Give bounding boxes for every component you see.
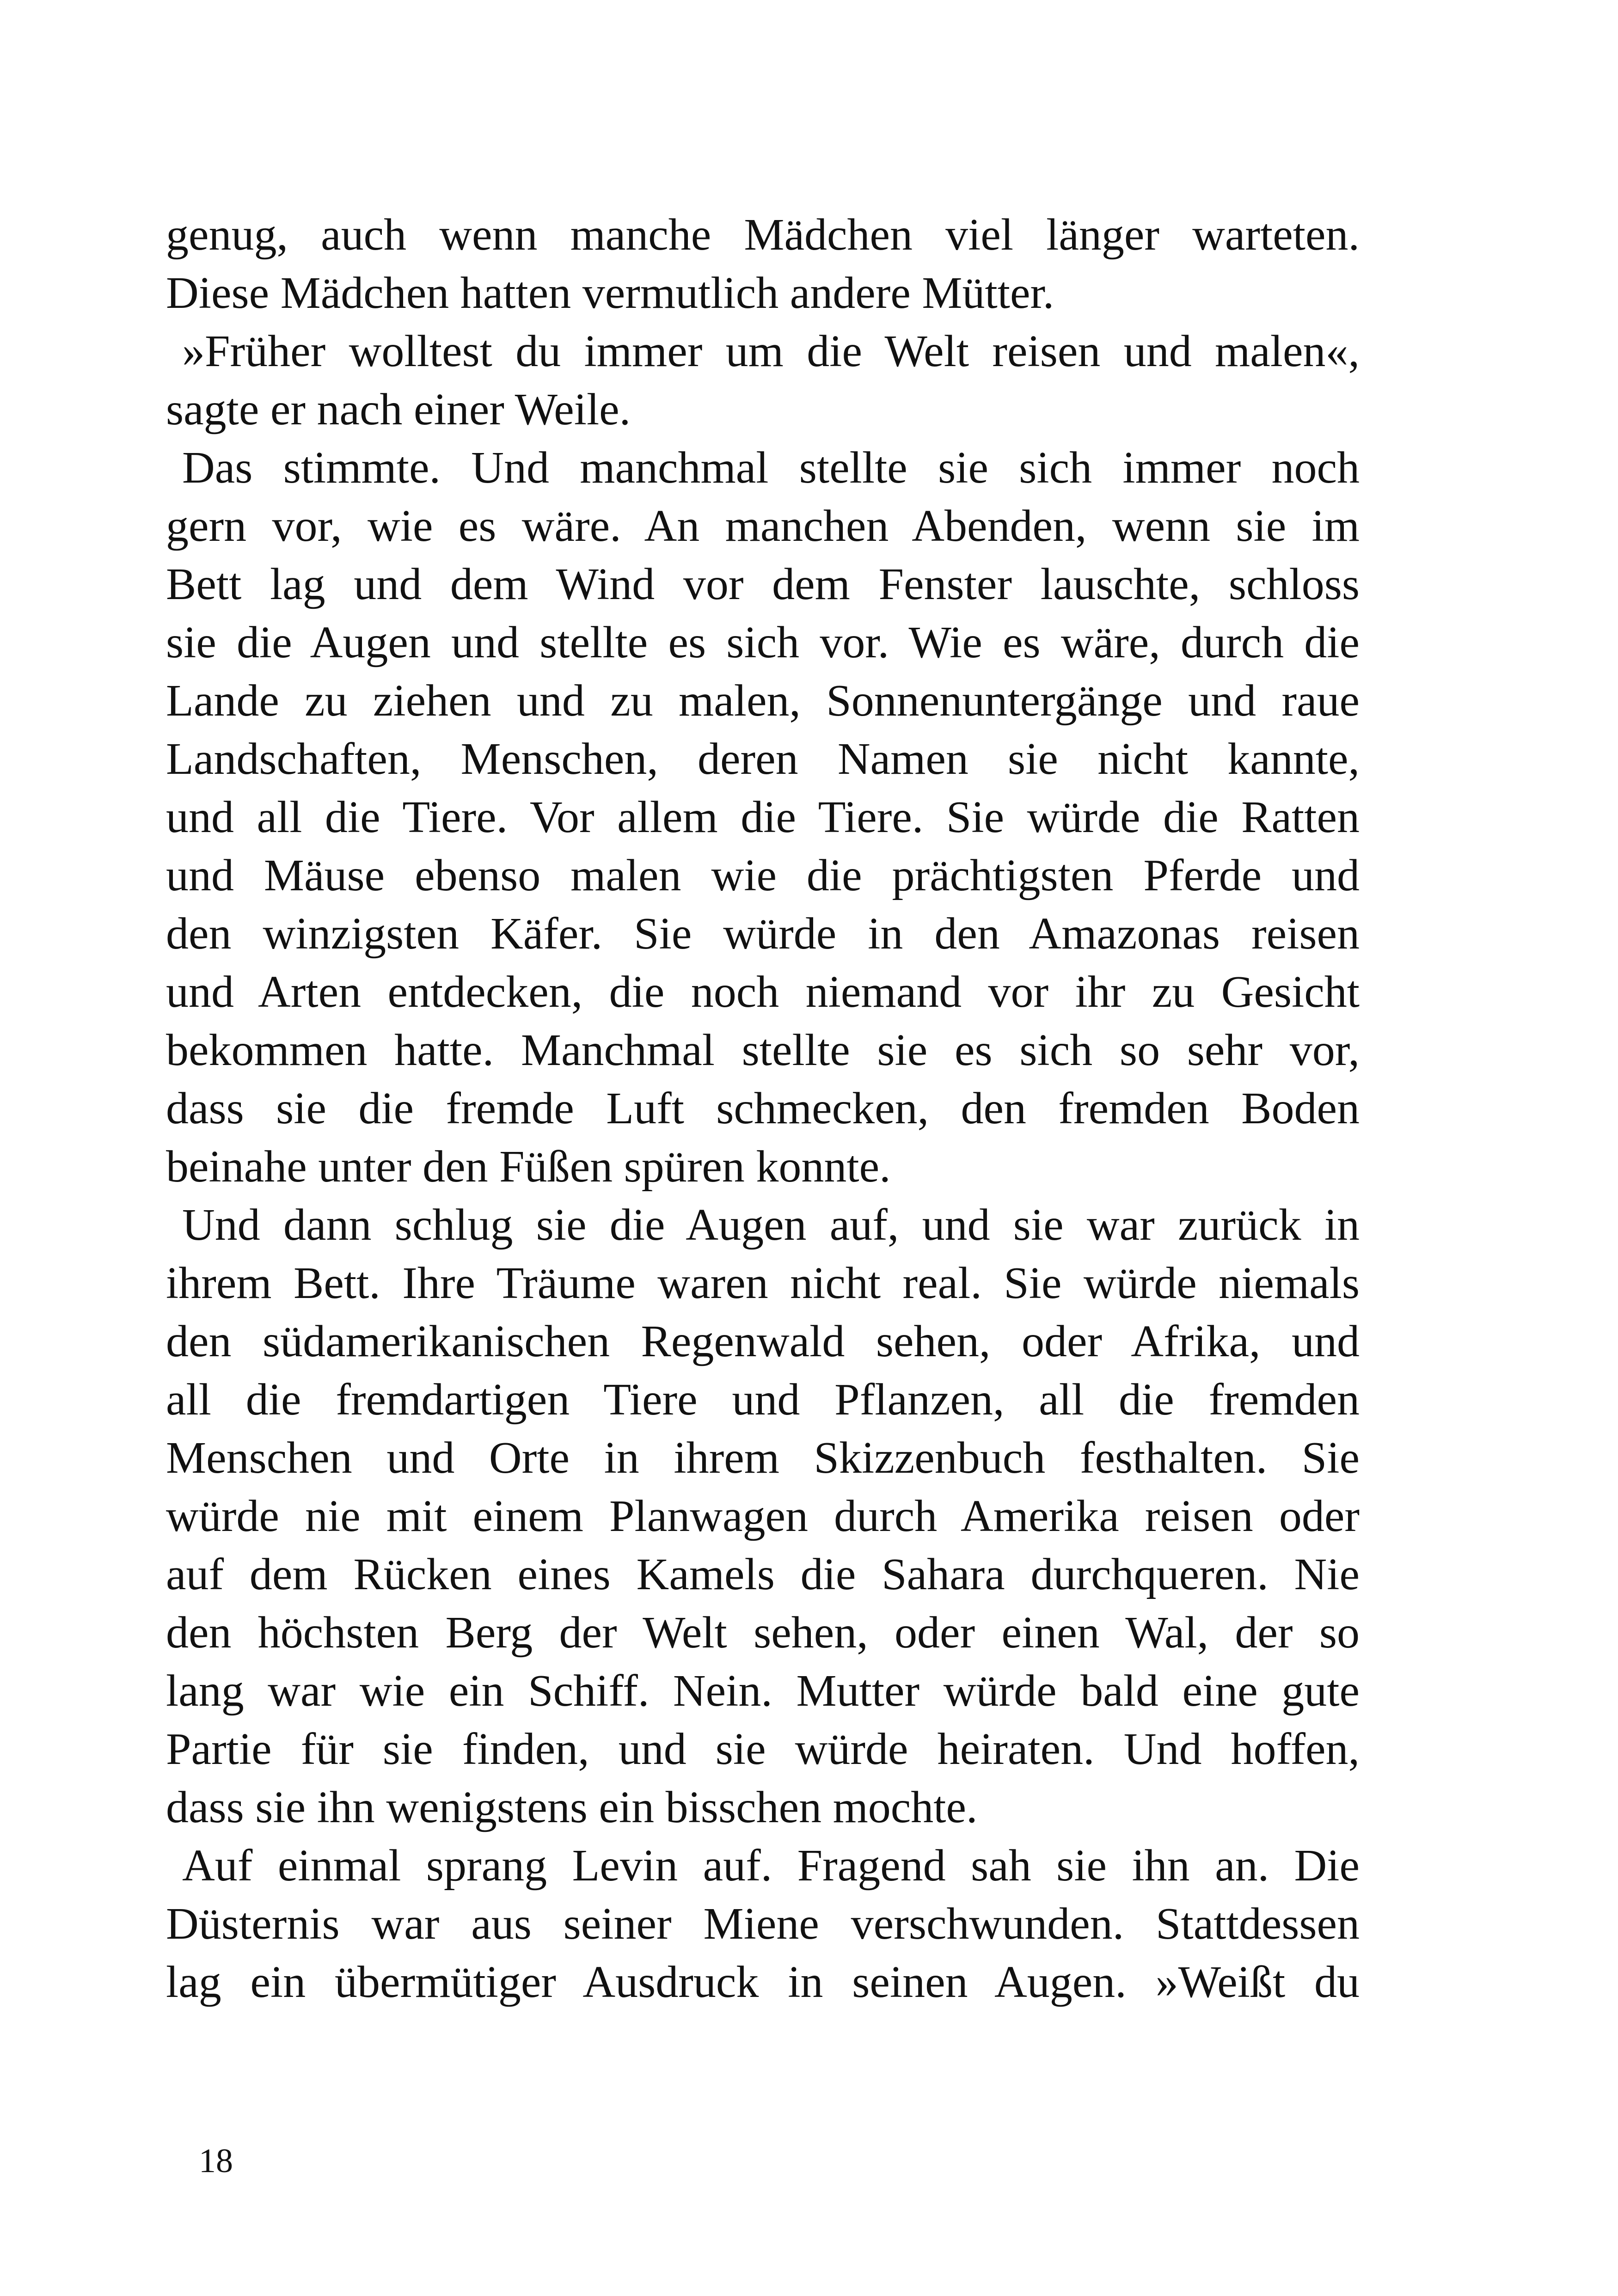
text-line: würde nie mit einem Planwagen durch Amerika reisen oder: [166, 1491, 1360, 1541]
text-line: Und dann schlug sie die Augen auf, und sie war zurück in: [182, 1200, 1360, 1250]
text-line: dass sie die fremde Luft schmecken, den fremden Boden: [166, 1084, 1360, 1133]
text-line: Auf einmal sprang Levin auf. Fragend sah sie ihn an. Die: [182, 1841, 1360, 1891]
text-line: sagte er nach einer Weile.: [166, 385, 631, 435]
text-line: dass sie ihn wenigstens ein bisschen mochte.: [166, 1782, 978, 1832]
text-line: Lande zu ziehen und zu malen, Sonnenuntergänge und raue: [166, 676, 1360, 726]
text-line: und Mäuse ebenso malen wie die prächtigsten Pferde und: [166, 851, 1360, 900]
text-line: ihrem Bett. Ihre Träume waren nicht real. Sie würde niemals: [166, 1258, 1360, 1308]
text-line: Landschaften, Menschen, deren Namen sie nicht kannte,: [166, 734, 1360, 784]
text-line: sie die Augen und stellte es sich vor. Wie es wäre, durch die: [166, 618, 1360, 667]
text-line: den südamerikanischen Regenwald sehen, oder Afrika, und: [166, 1316, 1360, 1366]
text-line: Das stimmte. Und manchmal stellte sie sich immer noch: [182, 443, 1360, 493]
text-line: gern vor, wie es wäre. An manchen Abenden, wenn sie im: [166, 501, 1360, 551]
text-line: und all die Tiere. Vor allem die Tiere. Sie würde die Ratten: [166, 792, 1360, 842]
text-line: genug, auch wenn manche Mädchen viel länger warteten.: [166, 210, 1360, 260]
text-line: Düsternis war aus seiner Miene verschwunden. Stattdessen: [166, 1899, 1360, 1949]
text-line: auf dem Rücken eines Kamels die Sahara durchqueren. Nie: [166, 1549, 1360, 1599]
text-line: lang war wie ein Schiff. Nein. Mutter würde bald eine gute: [166, 1666, 1360, 1716]
text-line: Menschen und Orte in ihrem Skizzenbuch festhalten. Sie: [166, 1433, 1360, 1483]
body-text: [166, 206, 1360, 2011]
text-line: Bett lag und dem Wind vor dem Fenster lauschte, schloss: [166, 559, 1360, 609]
page-number: 18: [199, 2142, 233, 2180]
text-line: den winzigsten Käfer. Sie würde in den Amazonas reisen: [166, 909, 1360, 959]
text-line: beinahe unter den Füßen spüren konnte.: [166, 1142, 891, 1192]
text-line: Partie für sie finden, und sie würde heiraten. Und hoffen,: [166, 1724, 1360, 1774]
text-line: »Früher wolltest du immer um die Welt reisen und malen«,: [182, 326, 1360, 376]
text-line: bekommen hatte. Manchmal stellte sie es sich so sehr vor,: [166, 1025, 1360, 1075]
text-line: all die fremdartigen Tiere und Pflanzen, all die fremden: [166, 1375, 1360, 1425]
text-line: lag ein übermütiger Ausdruck in seinen Augen. »Weißt du: [166, 1957, 1360, 2007]
text-line: und Arten entdecken, die noch niemand vor ihr zu Gesicht: [166, 967, 1360, 1017]
text-line: den höchsten Berg der Welt sehen, oder einen Wal, der so: [166, 1608, 1360, 1658]
text-line: Diese Mädchen hatten vermutlich andere Mütter.: [166, 268, 1054, 318]
